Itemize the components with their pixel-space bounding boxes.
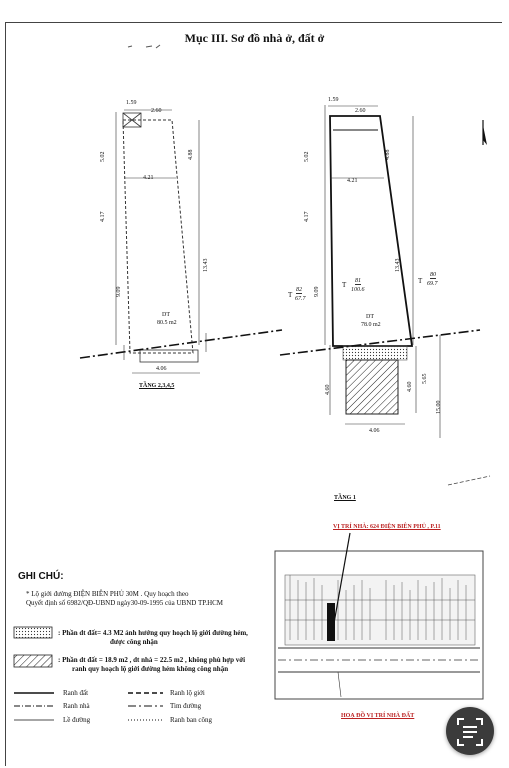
legend-ranh-lo-gioi: Ranh lộ giới xyxy=(170,689,205,697)
notes-swatches xyxy=(14,627,52,667)
location-map-title: HOẠ ĐỒ VỊ TRÍ NHÀ ĐẤT xyxy=(341,713,415,719)
page-title: Mục III. Sơ đồ nhà ở, đất ở xyxy=(184,31,325,45)
t-left-den: 67.7 xyxy=(295,296,306,302)
location-title: VỊ TRÍ NHÀ: 624 ĐIỆN BIÊN PHỦ , P.11 xyxy=(333,524,441,530)
right-dim-right-upper: 4.88 xyxy=(385,149,391,160)
legend-ranh-ban-cong: Ranh ban công xyxy=(170,716,212,724)
t-left-prefix: T xyxy=(288,291,293,299)
right-dim-top-width: 2.60 xyxy=(355,108,366,114)
right-dim-top-small: 1.59 xyxy=(328,97,339,103)
right-dim-left-upper: 5.02 xyxy=(304,151,310,162)
right-dim-left-mid: 4.17 xyxy=(304,211,310,222)
left-plan-caption: TẦNG 2,3,4,5 xyxy=(139,383,175,389)
t-mid-den: 100.6 xyxy=(351,287,365,293)
right-dim-width-mid: 4.21 xyxy=(347,178,358,184)
left-dim-right-lower: 13.43 xyxy=(203,258,209,272)
left-dim-left-lower: 9.09 xyxy=(116,286,122,297)
right-dim-low-right1: 5.65 xyxy=(422,373,428,384)
legend-ranh-dat: Ranh đất xyxy=(63,689,89,697)
left-dim-right-upper: 4.88 xyxy=(188,149,194,160)
right-dim-low-right2: 15.00 xyxy=(436,400,442,414)
left-dim-width-mid: 4.21 xyxy=(143,175,154,181)
legend-tim-duong: Tim đường xyxy=(170,702,202,710)
left-area-label: DT xyxy=(162,312,170,318)
right-plan-caption: TẦNG 1 xyxy=(334,495,356,501)
dotted-note-line2: được công nhận xyxy=(110,638,158,646)
location-map xyxy=(275,533,483,699)
left-dim-left-mid: 4.17 xyxy=(100,211,106,222)
left-dim-top-small: 1.59 xyxy=(126,100,137,106)
note1-line1: * Lộ giới đường ĐIỆN BIÊN PHỦ 30M . Quy hoạch theo xyxy=(26,590,189,598)
right-dim-low-left: 4.60 xyxy=(325,384,331,395)
note1-line2: Quyết định số 6982/QĐ-UBND ngày30-09-1995 của UBND TP.HCM xyxy=(26,599,224,607)
t-right-num: 80 xyxy=(430,272,436,278)
right-area-value: 78.0 m2 xyxy=(361,322,381,328)
notes-heading: GHI CHÚ: xyxy=(18,571,64,582)
left-dim-bottom: 4.06 xyxy=(156,366,167,372)
right-dim-low-mid: 4.60 xyxy=(407,381,413,392)
t-right-den: 69.7 xyxy=(427,281,438,287)
document-scan-button[interactable] xyxy=(446,707,494,755)
t-left-num: 82 xyxy=(296,287,302,293)
left-dim-left-upper: 5.02 xyxy=(100,151,106,162)
right-dim-bottom: 4.06 xyxy=(369,428,380,434)
legend-le-duong: Lề đường xyxy=(63,716,91,724)
right-area-label: DT xyxy=(366,314,374,320)
left-floor-plan xyxy=(80,110,282,373)
stamp-marks xyxy=(128,45,160,48)
left-area-value: 80.5 m2 xyxy=(157,320,177,326)
right-dim-right-lower: 13.43 xyxy=(395,258,401,272)
t-mid-prefix: T xyxy=(342,281,347,289)
t-right-prefix: T xyxy=(418,277,423,285)
hatch-note-line2: ranh quy hoạch lộ giới đường hẻm không công nhận xyxy=(72,665,229,673)
t-mid-num: 81 xyxy=(355,278,361,284)
dotted-note-line1: : Phần dt đất= 4.3 M2 ảnh hưởng quy hoạch lộ giới đường hẻm, xyxy=(58,629,248,637)
hatch-note-line1: : Phần dt đất = 18.9 m2 , dt nhà = 22.5 m2 , không phù hợp với xyxy=(58,656,246,664)
right-floor-plan xyxy=(280,105,490,485)
left-dim-top-width: 2.60 xyxy=(151,108,162,114)
legend-ranh-nha: Ranh nhà xyxy=(63,702,90,710)
right-dim-left-lower: 9.09 xyxy=(314,286,320,297)
